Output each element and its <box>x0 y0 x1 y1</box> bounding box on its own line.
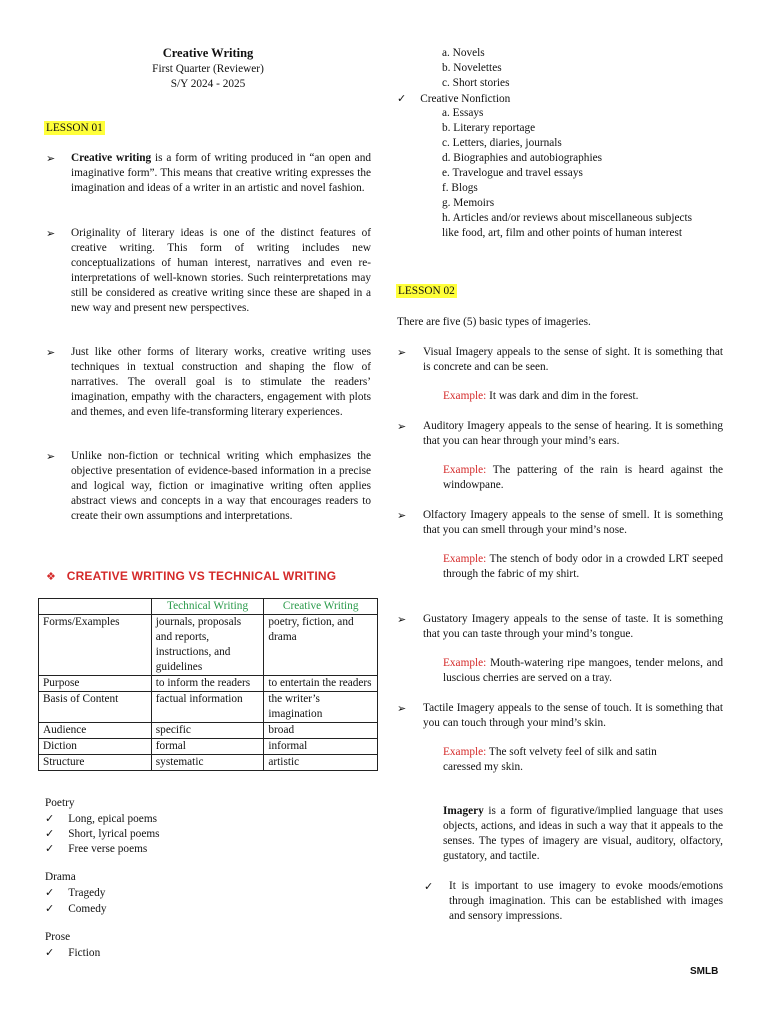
table-row <box>39 615 378 676</box>
table-header-creative: Creative Writing <box>264 599 378 615</box>
school-year: S/Y 2024 - 2025 <box>170 78 246 90</box>
list-item: b. Novelettes <box>442 62 502 74</box>
table-row <box>39 755 378 771</box>
list-item: d. Biographies and autobiographies <box>442 152 603 164</box>
comparison-table <box>38 598 378 771</box>
table-cell: to entertain the readers <box>264 676 378 692</box>
table-cell: informal <box>264 739 378 755</box>
list-item: ✓ Free verse poems <box>45 842 148 855</box>
table-row-label: Forms/Examples <box>39 615 152 676</box>
list-item: c. Letters, diaries, journals <box>442 137 562 149</box>
check-icon: ✓ <box>45 946 55 959</box>
imagery-tactile-example: Example: The soft velvety feel of silk and satin caressed my skin. <box>443 746 657 773</box>
imagery-gustatory: Gustatory Imagery appeals to the sense of taste. It is something that you can taste through your mind’s tongue. <box>423 613 723 640</box>
check-icon: ✓ <box>424 880 434 893</box>
lesson-1-bullet-3: Just like other forms of literary works, creative writing uses techniques in textual construction and shaping the flow of narratives. The overall goal is to stimulate the readers’ imagination, empathy with the characters, engagement with plots and themes, and even life-transforming literary experiences. <box>71 346 371 418</box>
table-cell: systematic <box>151 755 264 771</box>
imagery-olfactory: Olfactory Imagery appeals to the sense of smell. It is something that you can smell through your mind’s nose. <box>423 509 723 536</box>
table-row-label: Structure <box>39 755 152 771</box>
imagery-olfactory-example: Example: The stench of body odor in a crowded LRT seeped through the fabric of my shirt. <box>443 553 723 580</box>
table-cell: to inform the readers <box>151 676 264 692</box>
list-item: ✓ Fiction <box>45 946 101 959</box>
table-cell: factual information <box>151 692 264 723</box>
imagery-visual: Visual Imagery appeals to the sense of sight. It is something that is concrete and can be seen. <box>423 346 723 373</box>
arrow-bullet-icon: ➢ <box>46 346 56 359</box>
list-item: like food, art, film and other points of human interest <box>442 227 683 239</box>
list-item: ✓ Long, epical poems <box>45 812 157 825</box>
arrow-bullet-icon: ➢ <box>46 450 56 463</box>
table-cell: the writer’s imagination <box>264 692 378 723</box>
nonfiction-label: ✓ Creative Nonfiction <box>397 92 511 105</box>
list-item: ✓ Tragedy <box>45 886 106 899</box>
check-icon: ✓ <box>397 92 407 105</box>
arrow-bullet-icon: ➢ <box>46 152 56 165</box>
imagery-note: It is important to use imagery to evoke moods/emotions through imagination. This can be established with images and sensory impressions. <box>449 880 723 922</box>
check-icon: ✓ <box>45 827 55 840</box>
list-item: a. Novels <box>442 47 485 59</box>
arrow-bullet-icon: ➢ <box>397 420 407 433</box>
list-item: a. Essays <box>442 107 484 119</box>
footer-initials: SMLB <box>690 966 719 977</box>
drama-label: Drama <box>45 871 76 883</box>
table-row-label: Diction <box>39 739 152 755</box>
table-cell: specific <box>151 723 264 739</box>
diamond-bullet-icon: ❖ <box>46 570 56 583</box>
table-header-technical: Technical Writing <box>151 599 264 615</box>
check-icon: ✓ <box>45 812 55 825</box>
table-cell: artistic <box>264 755 378 771</box>
imagery-auditory: Auditory Imagery appeals to the sense of hearing. It is something that you can hear through your mind’s ears. <box>423 420 723 447</box>
lesson-2-label: LESSON 02 <box>398 285 455 297</box>
imagery-auditory-example: Example: The pattering of the rain is heard against the windowpane. <box>443 464 723 491</box>
list-item: ✓ Comedy <box>45 902 107 915</box>
table-cell: broad <box>264 723 378 739</box>
lesson-2-intro: There are five (5) basic types of imageries. <box>397 316 591 328</box>
imagery-definition: Imagery is a form of figurative/implied language that uses objects, actions, and ideas in such a way that it appeals to the senses. The types of imagery are visual, auditory, olfactory, gustatory, and tactile. <box>443 805 723 862</box>
lesson-1-bullet-1: Creative writing is a form of writing produced in “an open and imaginative form”. This means that creative writing expresses the imagination and ideas of a writer in an artistic and novel fashion. <box>71 152 371 194</box>
imagery-visual-example: Example: It was dark and dim in the forest. <box>443 390 639 402</box>
table-cell: journals, proposals and reports, instructions, and guidelines <box>151 615 264 676</box>
lesson-1-bullet-2: Originality of literary ideas is one of the distinct features of creative writing. This form of writing includes new conceptualizations of human interest, narratives and even re-interpretations of well-known stories. Such reinterpretations may still be considered as creative writing since these are shaped in a new way and present new perspectives. <box>71 227 371 314</box>
list-item: e. Travelogue and travel essays <box>442 167 583 179</box>
list-item: g. Memoirs <box>442 197 495 209</box>
list-item: h. Articles and/or reviews about miscellaneous subjects <box>442 212 693 224</box>
table-row <box>39 739 378 755</box>
imagery-gustatory-example: Example: Mouth-watering ripe mangoes, tender melons, and luscious cherries are served on a tray. <box>443 657 723 684</box>
lesson-1-bullet-4: Unlike non-fiction or technical writing which emphasizes the objective presentation of evidence-based information in a precise and logical way, fiction or imaginative writing often applies abstract views and concepts in a way that encourages readers to create their own assumptions and interpretations. <box>71 450 371 522</box>
table-cell: poetry, fiction, and drama <box>264 615 378 676</box>
list-item: ✓ Short, lyrical poems <box>45 827 160 840</box>
table-cell: formal <box>151 739 264 755</box>
table-row-label: Purpose <box>39 676 152 692</box>
list-item: c. Short stories <box>442 77 510 89</box>
table-row <box>39 676 378 692</box>
prose-label: Prose <box>45 931 71 943</box>
poetry-label: Poetry <box>45 797 75 809</box>
check-icon: ✓ <box>45 902 55 915</box>
arrow-bullet-icon: ➢ <box>397 509 407 522</box>
check-icon: ✓ <box>45 842 55 855</box>
list-item: f. Blogs <box>442 182 478 194</box>
page-title: Creative Writing <box>162 46 254 60</box>
table-row-label: Basis of Content <box>39 692 152 723</box>
arrow-bullet-icon: ➢ <box>397 346 407 359</box>
table-cell <box>39 599 152 615</box>
imagery-tactile: Tactile Imagery appeals to the sense of touch. It is something that you can touch through your mind’s skin. <box>423 702 723 729</box>
table-row <box>39 692 378 723</box>
lesson-1-label: LESSON 01 <box>46 122 103 134</box>
arrow-bullet-icon: ➢ <box>46 227 56 240</box>
arrow-bullet-icon: ➢ <box>397 702 407 715</box>
table-header-row <box>39 599 378 615</box>
page-subtitle: First Quarter (Reviewer) <box>152 63 264 75</box>
comparison-heading: ❖ CREATIVE WRITING VS TECHNICAL WRITING <box>46 569 337 583</box>
table-row <box>39 723 378 739</box>
table-row-label: Audience <box>39 723 152 739</box>
check-icon: ✓ <box>45 886 55 899</box>
list-item: b. Literary reportage <box>442 122 536 134</box>
arrow-bullet-icon: ➢ <box>397 613 407 626</box>
